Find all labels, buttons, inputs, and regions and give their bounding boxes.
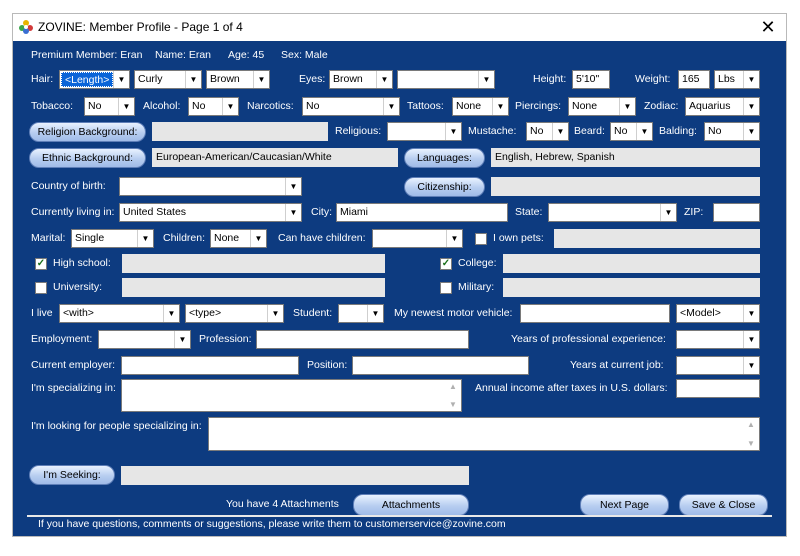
- own-pets-label: I own pets:: [493, 232, 544, 244]
- student-label: Student:: [293, 307, 333, 319]
- chevron-down-icon: ▼: [118, 98, 134, 115]
- vehicle-model-select[interactable]: <Model> ▼: [676, 304, 760, 323]
- scroll-down-icon[interactable]: ▼: [747, 439, 755, 448]
- chevron-down-icon: ▼: [137, 230, 153, 247]
- current-employer-input[interactable]: [121, 356, 299, 375]
- employment-select[interactable]: [98, 330, 191, 349]
- zodiac-select[interactable]: Aquarius ▼: [685, 97, 760, 116]
- weight-input[interactable]: 165: [678, 70, 710, 89]
- currently-living-label: Currently living in:: [31, 206, 115, 218]
- professional-experience-select[interactable]: [676, 330, 760, 349]
- chevron-down-icon: ▼: [619, 98, 635, 115]
- eyes-color-select[interactable]: Brown ▼: [329, 70, 393, 89]
- hair-color-select[interactable]: Brown ▼: [206, 70, 270, 89]
- chevron-down-icon: ▼: [174, 331, 190, 348]
- country-of-birth-label: Country of birth:: [31, 180, 106, 192]
- live-type-select[interactable]: <type> ▼: [185, 304, 284, 323]
- live-with-select[interactable]: <with> ▼: [59, 304, 180, 323]
- country-of-birth-select[interactable]: [119, 177, 302, 196]
- zip-label: ZIP:: [684, 206, 704, 218]
- hair-label: Hair:: [31, 73, 54, 85]
- chevron-down-icon: ▼: [743, 357, 759, 374]
- chevron-down-icon: ▼: [492, 98, 508, 115]
- high-school-checkbox[interactable]: ✓: [36, 258, 46, 269]
- currently-living-select[interactable]: United States ▼: [119, 203, 302, 222]
- ethnic-background-field: European-American/Caucasian/White: [152, 148, 398, 167]
- chevron-down-icon: ▼: [478, 71, 494, 88]
- title-bar: [13, 14, 786, 41]
- zip-input[interactable]: [713, 203, 760, 222]
- height-label: Height:: [533, 73, 567, 85]
- eyes-label: Eyes:: [299, 73, 326, 85]
- profile-form: [13, 41, 786, 536]
- religious-label: Religious:: [335, 125, 382, 137]
- marital-label: Marital:: [31, 232, 66, 244]
- tattoos-select[interactable]: None ▼: [452, 97, 509, 116]
- children-label: Children:: [163, 232, 206, 244]
- scroll-up-icon[interactable]: ▲: [449, 382, 457, 391]
- piercings-label: Piercings:: [515, 100, 562, 112]
- chevron-down-icon: ▼: [743, 305, 759, 322]
- balding-label: Balding:: [659, 125, 697, 137]
- motor-vehicle-label: My newest motor vehicle:: [394, 307, 513, 319]
- i-live-label: I live: [31, 307, 53, 319]
- tobacco-select[interactable]: No ▼: [84, 97, 135, 116]
- years-current-job-select[interactable]: [676, 356, 760, 375]
- citizenship-button[interactable]: Citizenship:: [404, 177, 485, 197]
- chevron-down-icon: ▼: [636, 123, 652, 140]
- hair-style-select[interactable]: Curly ▼: [134, 70, 202, 89]
- university-checkbox[interactable]: [35, 282, 47, 294]
- tattoos-label: Tattoos:: [407, 100, 444, 112]
- chevron-down-icon: ▼: [250, 230, 266, 247]
- chevron-down-icon: ▼: [376, 71, 392, 88]
- children-select[interactable]: None ▼: [210, 229, 267, 248]
- seeking-button[interactable]: I'm Seeking:: [29, 465, 115, 485]
- zodiac-label: Zodiac:: [644, 100, 679, 112]
- tobacco-label: Tobacco:: [31, 100, 74, 112]
- looking-for-textarea[interactable]: [208, 417, 760, 451]
- annual-income-input[interactable]: [676, 379, 760, 398]
- profession-label: Profession:: [199, 333, 252, 345]
- seeking-field: [121, 466, 469, 485]
- chevron-down-icon: ▼: [743, 98, 759, 115]
- attachments-button[interactable]: Attachments: [353, 494, 469, 516]
- high-school-label: High school:: [53, 257, 111, 269]
- state-select[interactable]: [548, 203, 677, 222]
- university-label: University:: [53, 281, 103, 293]
- save-close-button[interactable]: Save & Close: [679, 494, 768, 516]
- citizenship-field: [491, 177, 760, 196]
- beard-label: Beard:: [574, 125, 605, 137]
- looking-for-label: I'm looking for people specializing in:: [31, 420, 202, 432]
- employment-label: Employment:: [31, 333, 93, 345]
- motor-vehicle-input[interactable]: [520, 304, 670, 323]
- position-label: Position:: [307, 359, 348, 371]
- annual-income-label: Annual income after taxes in U.S. dollars:: [475, 382, 668, 394]
- chevron-down-icon: ▼: [743, 331, 759, 348]
- beard-select[interactable]: No ▼: [610, 122, 653, 141]
- footer-text: If you have questions, comments or suggestions, please write them to customerservice@zovine.com: [38, 518, 506, 530]
- eyes-extra-select[interactable]: [397, 70, 495, 89]
- marital-select[interactable]: Single ▼: [71, 229, 154, 248]
- alcohol-select[interactable]: No ▼: [188, 97, 239, 116]
- premium-member-label: Premium Member: Eran: [31, 49, 143, 61]
- scroll-up-icon[interactable]: ▲: [747, 420, 755, 429]
- chevron-down-icon: ▼: [552, 123, 568, 140]
- high-school-field: [122, 254, 385, 273]
- window-title: ZOVINE: Member Profile - Page 1 of 4: [38, 20, 243, 34]
- student-select[interactable]: [338, 304, 384, 323]
- chevron-down-icon: ▼: [285, 204, 301, 221]
- chevron-down-icon: ▼: [743, 71, 759, 88]
- sex-label: Sex: Male: [281, 49, 328, 61]
- mustache-select[interactable]: No ▼: [526, 122, 569, 141]
- textarea-scrollbar[interactable]: [745, 418, 759, 450]
- narcotics-label: Narcotics:: [247, 100, 294, 112]
- religion-background-field: [152, 122, 328, 141]
- years-current-job-label: Years at current job:: [570, 359, 664, 371]
- religion-background-button[interactable]: Religion Background:: [29, 122, 146, 142]
- chevron-down-icon: ▼: [367, 305, 383, 322]
- ethnic-background-button[interactable]: Ethnic Background:: [29, 148, 146, 168]
- city-label: City:: [311, 206, 332, 218]
- languages-field: English, Hebrew, Spanish: [491, 148, 760, 167]
- chevron-down-icon: ▼: [383, 98, 399, 115]
- age-label: Age: 45: [228, 49, 265, 61]
- scroll-down-icon[interactable]: ▼: [449, 400, 457, 409]
- profile-window: [12, 13, 787, 537]
- attachments-count-label: You have 4 Attachments: [226, 498, 339, 510]
- profession-input[interactable]: [256, 330, 469, 349]
- chevron-down-icon: ▼: [743, 123, 759, 140]
- chevron-down-icon: ▼: [113, 71, 129, 88]
- hair-length-select[interactable]: <Length> ▼: [59, 70, 130, 89]
- position-input[interactable]: [352, 356, 529, 375]
- city-input[interactable]: Miami: [336, 203, 508, 222]
- can-have-children-select[interactable]: [372, 229, 463, 248]
- height-input[interactable]: 5'10": [572, 70, 610, 89]
- narcotics-select[interactable]: No ▼: [302, 97, 400, 116]
- languages-button[interactable]: Languages:: [404, 148, 485, 168]
- military-checkbox[interactable]: [440, 282, 452, 294]
- close-icon[interactable]: ✕: [760, 17, 776, 37]
- military-field: [503, 278, 760, 297]
- current-employer-label: Current employer:: [31, 359, 116, 371]
- mustache-label: Mustache:: [468, 125, 517, 137]
- specializing-label: I'm specializing in:: [31, 382, 116, 394]
- own-pets-checkbox[interactable]: [475, 233, 487, 245]
- chevron-down-icon: ▼: [446, 230, 462, 247]
- chevron-down-icon: ▼: [163, 305, 179, 322]
- balding-select[interactable]: No ▼: [704, 122, 760, 141]
- college-field: [503, 254, 760, 273]
- name-label: Name: Eran: [155, 49, 212, 61]
- college-label: College:: [458, 257, 497, 269]
- next-page-button[interactable]: Next Page: [580, 494, 669, 516]
- chevron-down-icon: ▼: [267, 305, 283, 322]
- chevron-down-icon: ▼: [222, 98, 238, 115]
- chevron-down-icon: ▼: [253, 71, 269, 88]
- weight-label: Weight:: [635, 73, 671, 85]
- chevron-down-icon: ▼: [660, 204, 676, 221]
- zovine-logo-icon: [18, 19, 34, 35]
- college-checkbox[interactable]: ✓: [441, 258, 451, 269]
- chevron-down-icon: ▼: [445, 123, 461, 140]
- own-pets-field: [554, 229, 760, 248]
- state-label: State:: [515, 206, 543, 218]
- professional-experience-label: Years of professional experience:: [511, 333, 666, 345]
- alcohol-label: Alcohol:: [143, 100, 181, 112]
- can-have-children-label: Can have children:: [278, 232, 366, 244]
- religious-select[interactable]: [387, 122, 462, 141]
- weight-unit-select[interactable]: Lbs ▼: [714, 70, 760, 89]
- chevron-down-icon: ▼: [185, 71, 201, 88]
- chevron-down-icon: ▼: [285, 178, 301, 195]
- specializing-textarea[interactable]: [121, 379, 462, 412]
- military-label: Military:: [458, 281, 495, 293]
- textarea-scrollbar[interactable]: [447, 380, 461, 411]
- piercings-select[interactable]: None ▼: [568, 97, 636, 116]
- university-field: [122, 278, 385, 297]
